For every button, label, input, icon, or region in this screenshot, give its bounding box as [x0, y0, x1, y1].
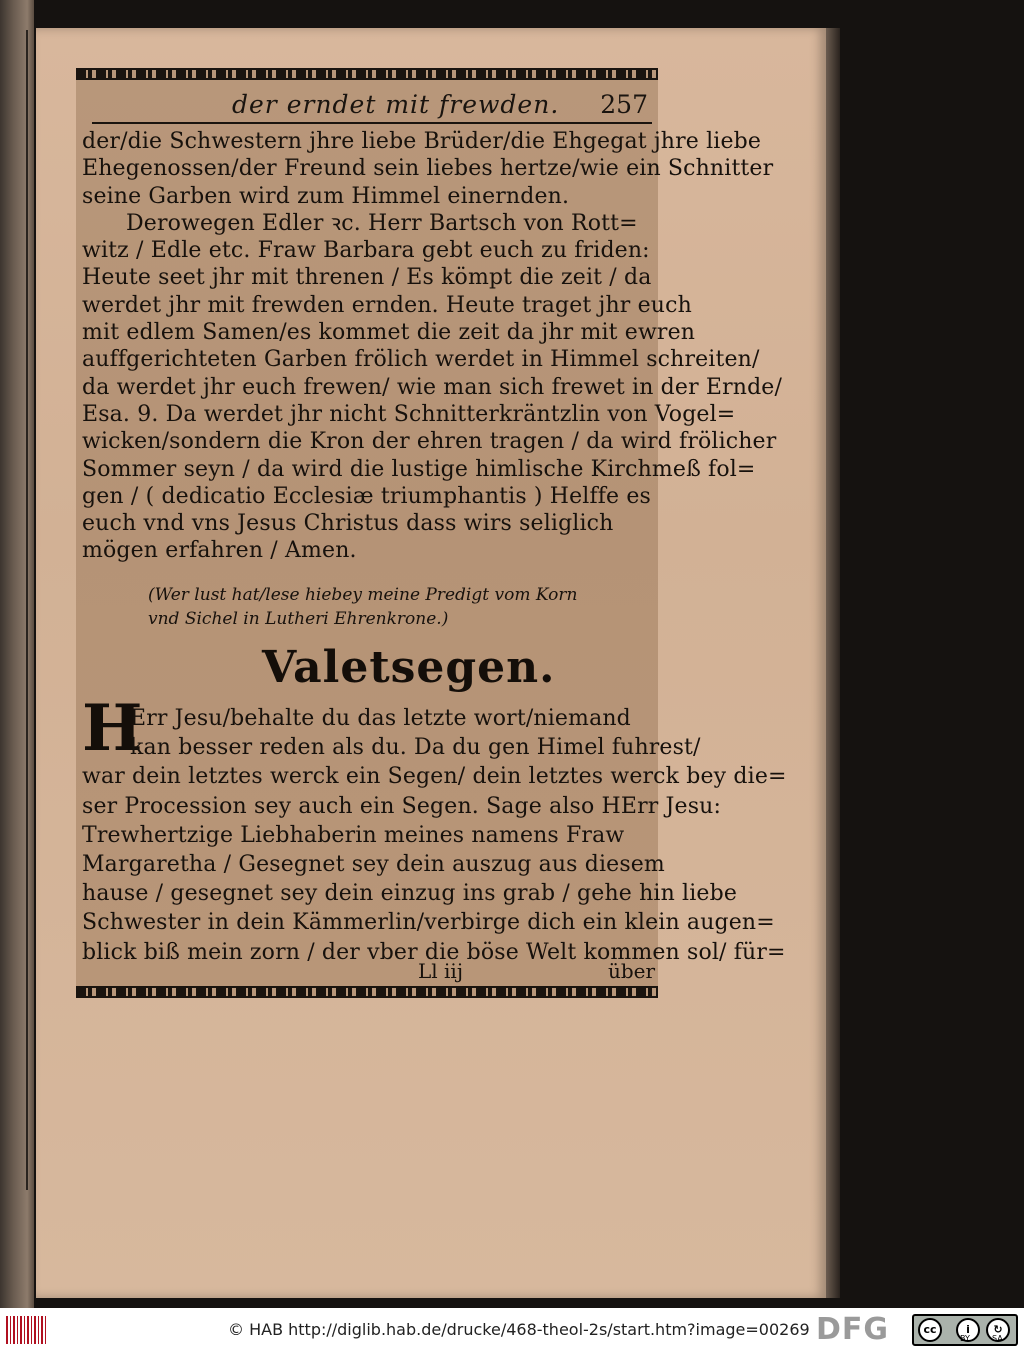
text-line: kan besser reden als du. Da du gen Himel fuhrest/ [130, 735, 701, 761]
text-line: Err Jesu/behalte du das letzte wort/niemand [130, 706, 631, 731]
text-line: mit edlem Samen/es kommet die zeit da jhr mit ewren [82, 320, 696, 346]
text-line: Derowegen Edler ꝛc. Herr Bartsch von Rott= [126, 210, 638, 236]
drop-cap: H [82, 691, 143, 766]
text-line: wicken/sondern die Kron der ehren tragen / da wird frölicher [82, 429, 777, 455]
viewer-footer [0, 1308, 1024, 1351]
catchword: über [608, 959, 656, 983]
text-line: blick biß mein zorn / der vber die böse Welt kommen sol/ für= [82, 939, 786, 965]
text-line: Esa. 9. Da werdet jhr nicht Schnitterkräntzlin von Vogel= [82, 401, 736, 427]
note-line: vnd Sichel in Lutheri Ehrenkrone.) [148, 609, 449, 629]
text-line: witz / Edle etc. Fraw Barbara gebt euch zu friden: [82, 238, 650, 264]
book-page [36, 28, 826, 1298]
text-line: da werdet jhr euch frewen/ wie man sich frewet in der Ernde/ [82, 374, 783, 400]
text-line: gen / ( dedicatio Ecclesiæ triumphantis ) Helffe es [82, 483, 651, 509]
text-line: Heute seet jhr mit threnen / Es kömpt die zeit / da [82, 265, 652, 291]
text-line: Schwester in dein Kämmerlin/verbirge dich ein klein augen= [82, 910, 775, 936]
running-title: der erndet mit frewden. [232, 90, 560, 119]
dfg-logo: DFG [816, 1312, 890, 1347]
attribution-icon: i [956, 1318, 980, 1342]
body-text [82, 128, 783, 565]
text-line: Margaretha / Gesegnet sey dein auszug aus diesem [82, 852, 665, 878]
text-line: euch vnd vns Jesus Christus dass wirs seliglich [82, 511, 614, 537]
share-alike-icon: ↻ [986, 1318, 1010, 1342]
cc-sa-label: SA [992, 1334, 1003, 1343]
cc-license-badge[interactable] [912, 1314, 1018, 1346]
text-line: hause / gesegnet sey dein einzug ins grab / gehe hin liebe [82, 881, 738, 907]
ornamental-rule-bottom [76, 986, 658, 998]
section-heading: Valetsegen. [262, 642, 556, 693]
cc-icon: cc [918, 1318, 942, 1342]
cc-by-label: BY [960, 1334, 970, 1343]
text-line: war dein letztes werck ein Segen/ dein letztes werck bey die= [82, 764, 787, 790]
page-edge-shadow [826, 28, 840, 1298]
running-head [92, 88, 652, 124]
text-line: Trewhertzige Liebhaberin meines namens Fraw [82, 822, 625, 848]
text-line: Sommer seyn / da wird die lustige himlische Kirchmeß fol= [82, 456, 756, 482]
credit-link[interactable]: © HAB http://diglib.hab.de/drucke/468-theol-2s/start.htm?image=00269 [228, 1320, 810, 1339]
text-line: werdet jhr mit frewden ernden. Heute traget jhr euch [82, 292, 692, 318]
text-line: Ehegenossen/der Freund sein liebes hertze/wie ein Schnitter [82, 156, 774, 182]
signature-mark: Ll iij [418, 959, 464, 983]
text-line: der/die Schwestern jhre liebe Brüder/die Ehgegat jhre liebe [82, 129, 762, 154]
adjacent-page-edge [0, 0, 34, 1308]
reference-note [148, 583, 648, 631]
section-text [82, 704, 787, 967]
text-line: mögen erfahren / Amen. [82, 538, 357, 564]
ornamental-rule-top [76, 68, 658, 80]
note-line: (Wer lust hat/lese hiebey meine Predigt vom Korn [148, 585, 578, 605]
text-line: ser Procession sey auch ein Segen. Sage also HErr Jesu: [82, 793, 722, 819]
barcode-icon [6, 1316, 48, 1344]
text-line: seine Garben wird zum Himmel einernden. [82, 183, 570, 209]
page-number: 257 [600, 90, 648, 119]
text-line: auffgerichteten Garben frölich werdet in Himmel schreiten/ [82, 347, 760, 373]
